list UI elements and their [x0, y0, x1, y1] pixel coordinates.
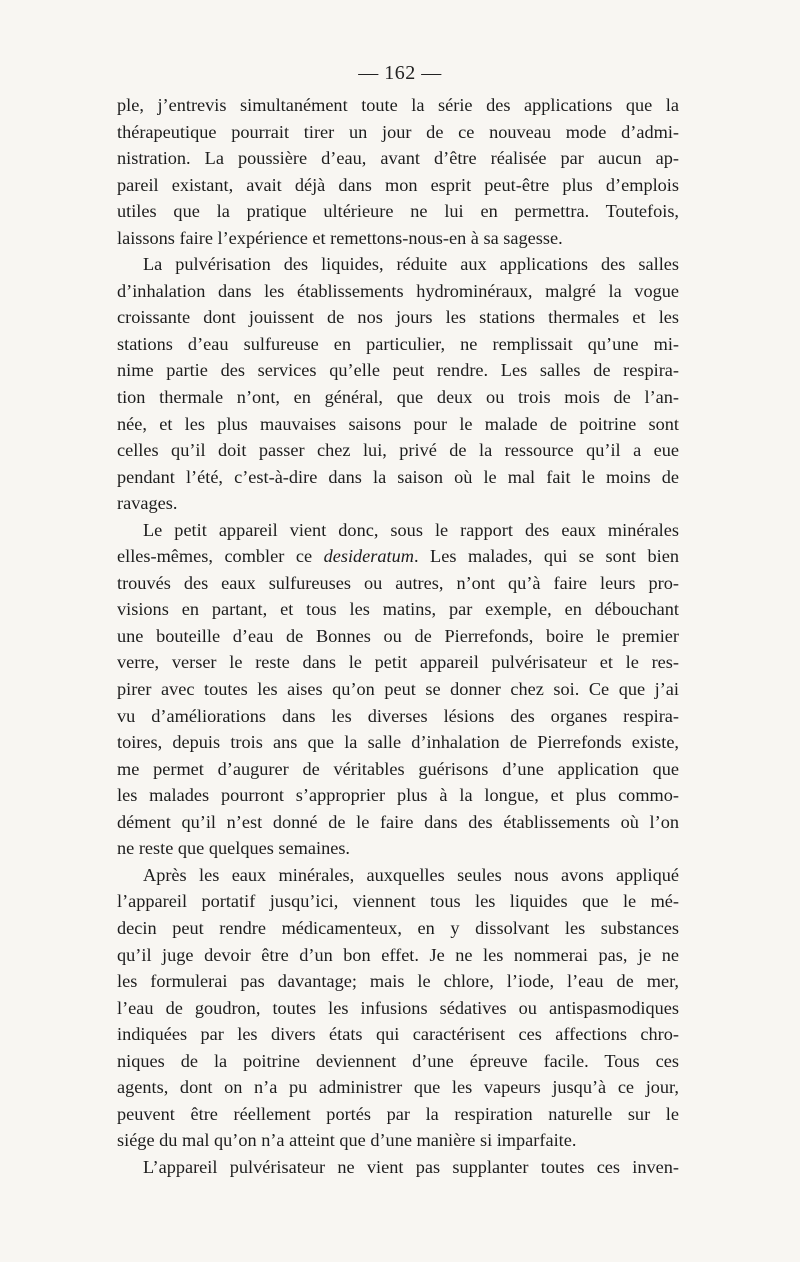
- text-line: l’appareil portatif jusqu’ici, viennent tous les liquides que le mé-: [117, 891, 679, 912]
- text-line: trouvés des eaux sulfureuses ou autres, n’ont qu’à faire leurs pro-: [117, 572, 679, 593]
- page-number: — 162 —: [358, 62, 442, 84]
- text-line: ne reste que quelques semaines.: [117, 838, 351, 859]
- text-line: peuvent être réellement portés par la respiration naturelle sur le: [117, 1103, 679, 1124]
- text-line: pendant l’été, c’est-à-dire dans la saison où le mal fait le moins de: [117, 466, 679, 487]
- text-line: née, et les plus mauvaises saisons pour le malade de poitrine sont: [117, 413, 679, 434]
- text-line: Après les eaux minérales, auxquelles seules nous avons appliqué: [143, 864, 679, 885]
- text-line: nime partie des services qu’elle peut rendre. Les salles de respira-: [117, 360, 679, 381]
- text-line: ple, j’entrevis simultanément toute la série des applications que la: [117, 95, 679, 115]
- text-line: l’eau de goudron, toutes les infusions sédatives ou antispasmodiques: [117, 997, 679, 1018]
- paragraph: [117, 862, 679, 1154]
- text-line: indiquées par les divers états qui caractérisent ces affections chro-: [117, 1024, 679, 1045]
- text-line: toires, depuis trois ans que la salle d’inhalation de Pierrefonds existe,: [117, 732, 679, 753]
- text-line: dément qu’il n’est donné de le faire dans des établissements où l’on: [117, 811, 679, 832]
- paragraph: [117, 1154, 679, 1181]
- text-line: Le petit appareil vient donc, sous le rapport des eaux minérales: [143, 519, 679, 540]
- text-line: tion thermale n’ont, en général, que deux ou trois mois de l’an-: [117, 387, 679, 408]
- text-line: siége du mal qu’on n’a atteint que d’une manière si imparfaite.: [117, 1130, 577, 1151]
- text-line: decin peut rendre médicamenteux, en y dissolvant les substances: [117, 917, 679, 938]
- body-text: [117, 92, 679, 1180]
- text-line: L’appareil pulvérisateur ne vient pas supplanter toutes ces inven-: [143, 1156, 679, 1177]
- text-line: qu’il juge devoir être d’un bon effet. Je ne les nommerai pas, je ne: [117, 944, 679, 965]
- text-line: les malades pourront s’approprier plus à la longue, et plus commo-: [117, 785, 679, 806]
- paragraph: [117, 517, 679, 862]
- text-line: laissons faire l’expérience et remettons-nous-en à sa sagesse.: [117, 227, 563, 248]
- text-line: niques de la poitrine deviennent d’une épreuve facile. Tous ces: [117, 1050, 679, 1071]
- italic-term: desideratum: [323, 546, 414, 567]
- paragraph: [117, 92, 679, 251]
- text-line: ravages.: [117, 493, 178, 514]
- text-line: pirer avec toutes les aises qu’on peut se donner chez soi. Ce que j’ai: [117, 679, 679, 700]
- text-line: croissante dont jouissent de nos jours les stations thermales et les: [117, 307, 679, 328]
- text-line: nistration. La poussière d’eau, avant d’être réalisée par aucun ap-: [117, 148, 679, 169]
- text-line: vu d’améliorations dans les diverses lésions des organes respira-: [117, 705, 679, 726]
- paragraph: [117, 251, 679, 516]
- text-line: celles qu’il doit passer chez lui, privé de la ressource qu’il a eue: [117, 440, 679, 461]
- text-line: [117, 543, 679, 570]
- text-line: agents, dont on n’a pu administrer que les vapeurs jusqu’à ce jour,: [117, 1077, 679, 1098]
- text-line: La pulvérisation des liquides, réduite aux applications des salles: [143, 254, 679, 275]
- text-line: pareil existant, avait déjà dans mon esprit peut-être plus d’emplois: [117, 174, 679, 195]
- text-line: les formulerai pas davantage; mais le chlore, l’iode, l’eau de mer,: [117, 971, 679, 992]
- text-line: une bouteille d’eau de Bonnes ou de Pierrefonds, boire le premier: [117, 625, 679, 646]
- text-line: stations d’eau sulfureuse en particulier, ne remplissait qu’une mi-: [117, 333, 679, 354]
- text-line: d’inhalation dans les établissements hydrominéraux, malgré la vogue: [117, 280, 679, 301]
- text-run: . Les malades, qui se sont bien: [413, 546, 679, 567]
- text-line: me permet d’augurer de véritables guérisons d’une application que: [117, 758, 679, 779]
- text-run: elles-mêmes, combler ce: [117, 546, 324, 567]
- text-line: thérapeutique pourrait tirer un jour de ce nouveau mode d’admi-: [117, 121, 679, 142]
- text-line: utiles que la pratique ultérieure ne lui en permettra. Toutefois,: [117, 201, 679, 222]
- text-line: verre, verser le reste dans le petit appareil pulvérisateur et le res-: [117, 652, 679, 673]
- text-line: visions en partant, et tous les matins, par exemple, en débouchant: [117, 599, 679, 620]
